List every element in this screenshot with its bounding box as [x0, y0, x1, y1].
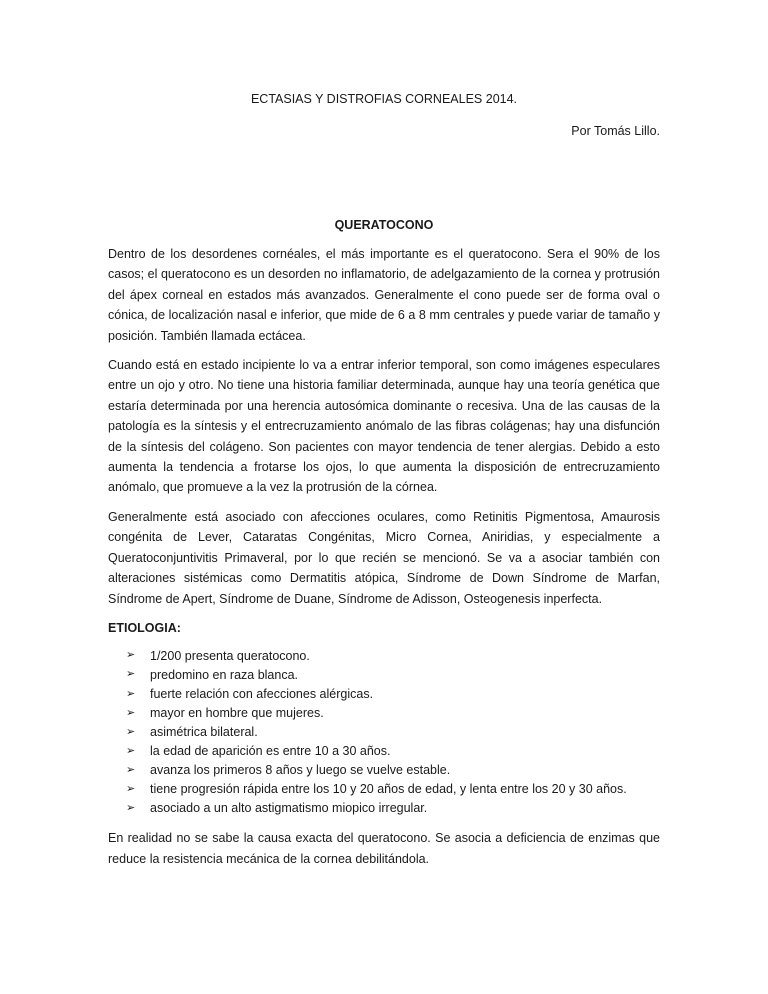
list-item-text: asociado a un alto astigmatismo miopico irregular.: [150, 801, 428, 816]
list-item: [126, 723, 660, 742]
list-item: [126, 704, 660, 723]
list-item-text: fuerte relación con afecciones alérgicas.: [150, 686, 374, 701]
paragraph-associations: Generalmente está asociado con afecciones oculares, como Retinitis Pigmentosa, Amaurosis congénita de Lever, Cataratas Congénitas, Micro Cornea, Aniridias, y especialmente a Queratoconjuntivitis Primaveral, por lo que recién se mencionó. Se va a asociar también con alteraciones sistémicas como Dermatitis atópica, Síndrome de Down Síndrome de Marfan, Síndrome de Apert, Síndrome de Duane, Síndrome de Adisson, Osteogenesis inperfecta.: [108, 509, 660, 606]
etiology-heading: ETIOLOGIA:: [108, 620, 181, 635]
arrow-bullet-icon: ➢: [126, 706, 136, 719]
paragraph-incipient: Cuando está en estado incipiente lo va a entrar inferior temporal, son como imágenes especulares entre un ojo y otro. No tiene una historia familiar determinada, aunque hay una teoría genética que estaría determinada por una herencia autosómica dominante o recesiva. Una de las causas de la patología es la síntesis y el entrecruzamiento anómalo de las fibras colágenas; hay una disfunción de la síntesis del colágeno. Son pacientes con mayor tendencia de tener alergias. Debido a esto aumenta la tendencia a frotarse los ojos, lo que aumenta la disposición de entrecruzamiento anómalo, que promueve a la vez la protrusión de la córnea.: [108, 358, 660, 495]
list-item: [126, 685, 660, 704]
author-line: Por Tomás Lillo.: [571, 124, 660, 138]
arrow-bullet-icon: ➢: [126, 802, 136, 815]
list-item: [126, 665, 660, 684]
document-body: [108, 244, 660, 869]
document-title: ECTASIAS Y DISTROFIAS CORNEALES 2014.: [250, 92, 518, 106]
list-item-text: mayor en hombre que mujeres.: [150, 705, 324, 720]
list-item: [126, 646, 660, 665]
arrow-bullet-icon: ➢: [126, 687, 136, 700]
list-item: [126, 780, 660, 799]
arrow-bullet-icon: ➢: [126, 744, 136, 757]
list-item-text: tiene progresión rápida entre los 10 y 20 años de edad, y lenta entre los 20 y 30 años.: [150, 782, 627, 797]
arrow-bullet-icon: ➢: [126, 668, 136, 681]
list-item-text: 1/200 presenta queratocono.: [150, 648, 310, 663]
list-item-text: avanza los primeros 8 años y luego se vuelve estable.: [150, 763, 451, 778]
section-title: QUERATOCONO: [334, 218, 434, 232]
list-item: [126, 761, 660, 780]
arrow-bullet-icon: ➢: [126, 783, 136, 796]
arrow-bullet-icon: ➢: [126, 649, 136, 662]
list-item: [126, 742, 660, 761]
list-item-text: asimétrica bilateral.: [150, 725, 258, 740]
etiology-list: [108, 646, 660, 818]
list-item: [126, 799, 660, 818]
arrow-bullet-icon: ➢: [126, 763, 136, 776]
arrow-bullet-icon: ➢: [126, 725, 136, 738]
list-item-text: predomino en raza blanca.: [150, 667, 299, 682]
paragraph-closing: En realidad no se sabe la causa exacta del queratocono. Se asocia a deficiencia de enzimas que reduce la resistencia mecánica de la cornea debilitándola.: [108, 831, 660, 866]
list-item-text: la edad de aparición es entre 10 a 30 años.: [150, 744, 391, 759]
paragraph-definition: Dentro de los desordenes cornéales, el más importante es el queratocono. Sera el 90% de los casos; el queratocono es un desorden no inflamatorio, de adelgazamiento de la cornea y protrusión del ápex corneal en estados más avanzados. Generalmente el cono puede ser de forma oval o cónica, de localización nasal e inferior, que mide de 6 a 8 mm centrales y puede variar de tamaño y posición. También llamada ectácea.: [108, 247, 660, 343]
